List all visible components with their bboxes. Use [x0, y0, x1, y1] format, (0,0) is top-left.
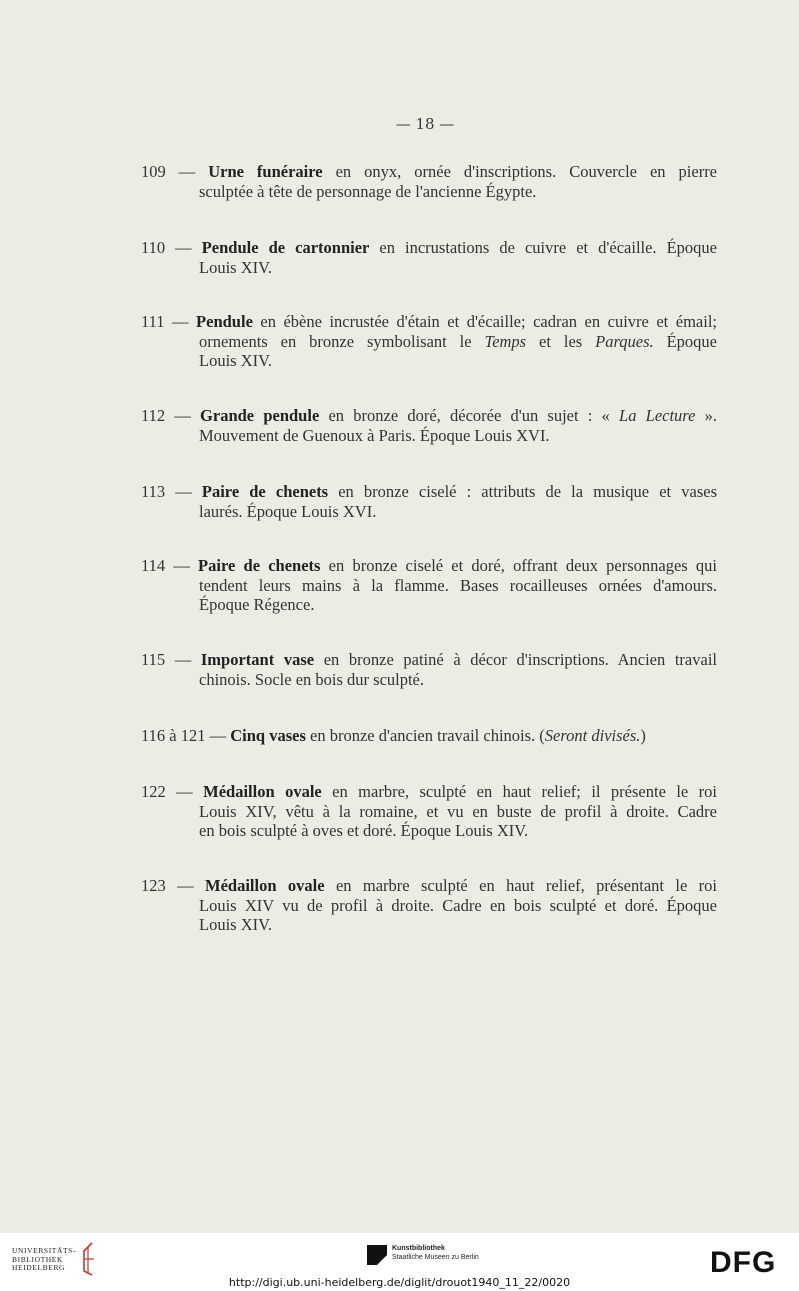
permalink-url[interactable]: http://digi.ub.uni-heidelberg.de/diglit/drouot1940_11_22/0020 — [228, 1276, 571, 1289]
entry-line: 112 — Grande pendule en bronze doré, décorée d'un sujet : « La Lecture ». — [141, 406, 718, 425]
entry-line: 113 — Paire de chenets en bronze ciselé : attributs de la musique et vases — [141, 482, 717, 501]
entry-line: ornements en bronze symbolisant le Temps et les Parques. Époque — [199, 331, 718, 351]
entry-title: Pendule de cartonnier — [201, 238, 370, 257]
entry-title: Médaillon ovale — [205, 876, 325, 895]
entry-title: Cinq vases — [230, 726, 306, 745]
entry-line: 111 — Pendule en ébène incrustée d'étain et d'écaille; cadran en cuivre et émail; — [141, 312, 717, 331]
entry-title: Paire de chenets — [198, 556, 321, 575]
entry-line: tendent leurs mains à la flamme. Bases rocailleuses ornées d'amours. — [199, 575, 717, 595]
entry-title: Urne funéraire — [208, 162, 323, 181]
entry-line: Louis XIV vu de profil à droite. Cadre en bois sculpté et doré. Époque — [199, 895, 717, 915]
entry-line: 115 — Important vase en bronze patiné à décor d'inscriptions. Ancien travail — [141, 650, 717, 669]
entry-title: Médaillon ovale — [203, 782, 322, 801]
entry-line: chinois. Socle en bois dur sculpté. — [199, 669, 425, 689]
catalog-entry-113 — [141, 482, 717, 521]
entry-line: 122 — Médaillon ovale en marbre, sculpté en haut relief; il présente le roi — [141, 782, 717, 801]
catalog-entry-112 — [141, 406, 717, 445]
entry-title: Pendule — [196, 312, 253, 331]
entry-line: 116 à 121 — Cinq vases en bronze d'ancien travail chinois. (Seront divisés.) — [141, 726, 646, 745]
entry-line: Époque Régence. — [199, 595, 315, 614]
catalog-entry-115 — [141, 650, 717, 689]
catalog-entry-114 — [141, 556, 717, 615]
catalog-entry-122 — [141, 782, 717, 841]
entry-line: 123 — Médaillon ovale en marbre sculpté en haut relief, présentant le roi — [141, 876, 717, 895]
entry-line: Louis XIV. — [199, 257, 273, 277]
catalog-entry-109 — [141, 162, 717, 201]
entry-line: en bois sculpté à oves et doré. Époque Louis XIV. — [199, 821, 529, 840]
kunstbibliothek-label[interactable]: Kunstbibliothek Staatliche Museen zu Berlin — [392, 1245, 479, 1261]
page-number: — 18 — — [395, 115, 455, 133]
catalog-entry-116-121 — [141, 726, 717, 746]
entry-line: sculptée à tête de personnage de l'ancienne Égypte. — [199, 181, 537, 201]
entry-line: laurés. Époque Louis XVI. — [199, 501, 377, 521]
dfg-logo[interactable]: DFG — [710, 1246, 777, 1279]
entry-line: Louis XIV. — [199, 915, 273, 934]
entry-line: Louis XIV, vêtu à la romaine, et vu en buste de profil à droite. Cadre — [199, 801, 717, 821]
kunstbibliothek-logo-icon — [367, 1245, 387, 1265]
catalog-entry-111 — [141, 312, 717, 371]
entry-line: Mouvement de Guenoux à Paris. Époque Louis XVI. — [199, 425, 550, 445]
catalog-entry-123 — [141, 876, 717, 935]
entry-title: Paire de chenets — [201, 482, 329, 501]
entry-line: 110 — Pendule de cartonnier en incrustations de cuivre et d'écaille. Époque — [141, 238, 717, 257]
entry-title: Grande pendule — [200, 406, 320, 425]
digitization-footer — [0, 1233, 799, 1291]
entry-line: Louis XIV. — [199, 351, 273, 370]
heidelberg-library-logo[interactable]: UNIVERSITÄTS- BIBLIOTHEK HEIDELBERG — [12, 1246, 77, 1272]
catalog-entry-110 — [141, 238, 717, 277]
entry-line: 114 — Paire de chenets en bronze ciselé et doré, offrant deux personnages qui — [141, 556, 717, 575]
entry-line: 109 — Urne funéraire en onyx, ornée d'inscriptions. Couvercle en pierre — [141, 162, 718, 181]
entry-title: Important vase — [200, 650, 315, 669]
heidelberg-seal-icon — [78, 1241, 98, 1277]
